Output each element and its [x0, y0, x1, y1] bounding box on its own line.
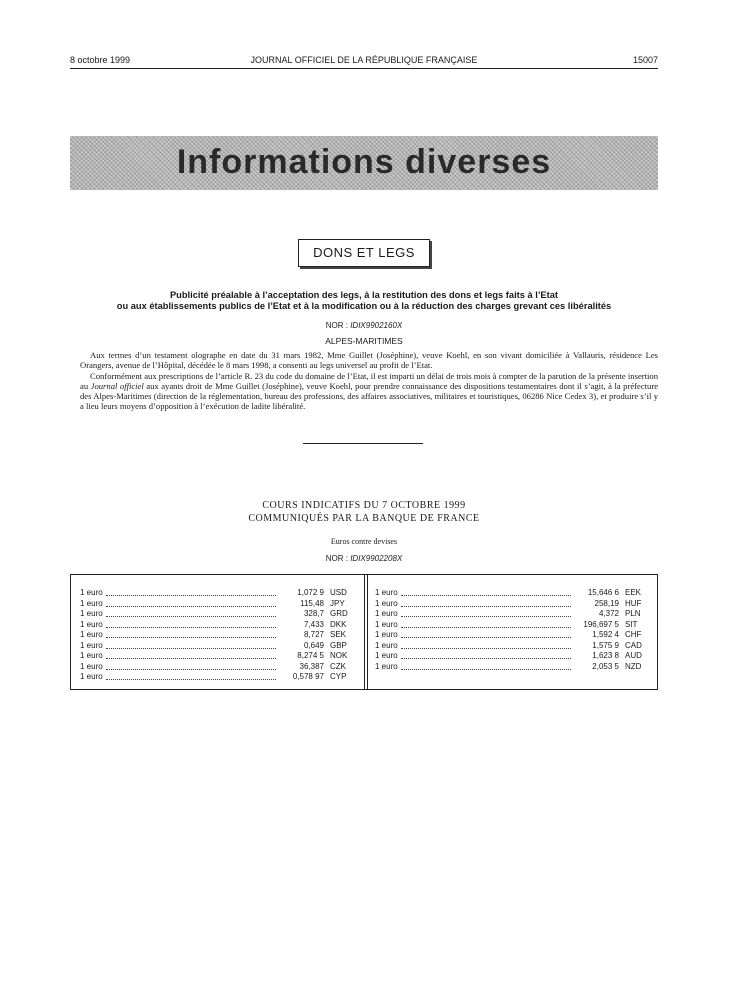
rate-value: 7,433 [303, 619, 324, 629]
currency-code: NOK [330, 651, 348, 660]
rate-value: 328,7 [303, 609, 324, 618]
nor-value: IDIX9902208X [350, 554, 403, 563]
rate-label: 1 euro [375, 588, 398, 597]
section-banner [70, 136, 658, 190]
nor-reference-1 [70, 321, 658, 330]
rate-label: 1 euro [80, 672, 103, 681]
rate-label: 1 euro [80, 630, 103, 639]
nor-value: IDIX9902160X [350, 321, 403, 330]
rate-label: 1 euro [80, 640, 103, 650]
publicite-title-line2: ou aux établissements publics de l’Etat et à la modification ou à la réduction des charges grevant ces libéralités [116, 300, 612, 311]
dot-leader [401, 616, 571, 617]
rate-value: 15,646 6 [587, 588, 619, 597]
rate-row [80, 609, 355, 620]
rate-row [80, 599, 355, 610]
paragraph-2-part-a: Conformément aux prescriptions de l’article R. 23 du code du domaine de l’Etat, il est imparti un délai de trois mois à compter de la parution de la présente insertion au [80, 370, 658, 391]
rate-row [80, 641, 355, 652]
rates-column-left [80, 588, 355, 683]
dot-leader [106, 616, 276, 617]
rate-value: 4,372 [598, 609, 619, 618]
publicite-title-line1: Publicité préalable à l’acceptation des legs, à la restitution des dons et legs faits à l’Etat [169, 290, 558, 300]
rate-label: 1 euro [375, 640, 398, 650]
rate-value: 1,592 4 [592, 630, 619, 639]
currency-code: SIT [625, 619, 638, 629]
header-rule [70, 68, 658, 69]
dot-leader [401, 658, 571, 659]
rate-label: 1 euro [375, 598, 398, 608]
dot-leader [106, 669, 276, 670]
rate-value: 1,575 9 [592, 640, 619, 650]
rate-label: 1 euro [375, 609, 398, 618]
currency-code: GBP [330, 640, 347, 650]
rate-value: 36,387 [299, 661, 324, 671]
dot-leader [106, 648, 276, 649]
dot-leader [106, 679, 276, 680]
rate-label: 1 euro [375, 651, 398, 660]
nor-label: NOR : [325, 554, 348, 563]
exchange-rates-table [70, 574, 658, 690]
section-separator [303, 443, 423, 444]
currency-code: CYP [330, 672, 347, 681]
rate-value: 1,623 8 [592, 651, 619, 660]
cours-title [70, 500, 658, 525]
currency-code: PLN [625, 609, 641, 618]
rate-row [375, 620, 651, 631]
column-divider [367, 575, 368, 689]
rate-row [375, 630, 651, 641]
rate-label: 1 euro [80, 661, 103, 671]
dot-leader [401, 669, 571, 670]
currency-code: USD [330, 588, 347, 597]
currency-code: AUD [625, 651, 642, 660]
rate-row [80, 672, 355, 683]
dot-leader [106, 595, 276, 596]
rate-label: 1 euro [375, 661, 398, 671]
dot-leader [106, 606, 276, 607]
legs-notice-body [80, 350, 658, 412]
currency-code: GRD [330, 609, 348, 618]
header-date: 8 octobre 1999 [70, 55, 131, 65]
region-heading: ALPES-MARITIMES [325, 336, 403, 346]
rate-value: 258,19 [594, 598, 619, 608]
page-number: 15007 [632, 55, 658, 65]
banner-title: Informations diverses [176, 143, 552, 181]
rate-label: 1 euro [80, 609, 103, 618]
rate-row [375, 588, 651, 599]
notice-paragraph-1: Aux termes d’un testament olographe en date du 31 mars 1982, Mme Guillet (Joséphine), veuve Koehl, en son vivant domiciliée à Vallauris, résidence Les Orangers, avenue de l’Hôpital, décédée le 8 mars 1998, a consenti au legs universel au profit de l’Etat. [80, 350, 658, 371]
rate-value: 0,649 [303, 640, 324, 650]
dot-leader [106, 627, 276, 628]
rate-row [80, 588, 355, 599]
cours-title-line2: COMMUNIQUÉS PAR LA BANQUE DE FRANCE [248, 512, 480, 524]
dot-leader [401, 606, 571, 607]
rate-row [375, 641, 651, 652]
rate-label: 1 euro [375, 619, 398, 629]
rate-row [375, 662, 651, 673]
journal-officiel-ref: Journal officiel [90, 380, 144, 391]
nor-label: NOR : [325, 321, 348, 330]
publicite-title [70, 290, 658, 311]
currency-code: CHF [625, 630, 642, 639]
page-header [70, 51, 658, 67]
rate-label: 1 euro [80, 651, 103, 660]
currency-code: NZD [625, 661, 642, 671]
nor-reference-2 [70, 554, 658, 563]
currency-code: DKK [330, 619, 347, 629]
rate-label: 1 euro [375, 630, 398, 639]
currency-code: EEK [625, 588, 642, 597]
rate-label: 1 euro [80, 598, 103, 608]
rate-value: 0,578 97 [292, 672, 324, 681]
rate-value: 196,697 5 [583, 619, 619, 629]
rates-column-right [375, 588, 651, 672]
rate-row [375, 609, 651, 620]
notice-paragraph-2 [80, 371, 658, 412]
currency-code: CZK [330, 661, 346, 671]
section-label-box: DONS ET LEGS [298, 239, 430, 267]
dot-leader [401, 627, 571, 628]
rate-row [80, 662, 355, 673]
rate-row [80, 630, 355, 641]
currency-code: HUF [625, 598, 642, 608]
dot-leader [401, 595, 571, 596]
rate-value: 2,053 5 [592, 661, 619, 671]
rate-label: 1 euro [80, 588, 103, 597]
column-divider [364, 575, 365, 689]
rate-label: 1 euro [80, 619, 103, 629]
rate-value: 8,274 5 [297, 651, 324, 660]
currency-code: JPY [330, 598, 345, 608]
journal-title: JOURNAL OFFICIEL DE LA RÉPUBLIQUE FRANÇAISE [250, 55, 478, 65]
cours-title-line1: COURS INDICATIFS DU 7 OCTOBRE 1999 [262, 500, 466, 511]
rate-row [80, 620, 355, 631]
cours-subtitle: Euros contre devises [330, 537, 398, 546]
rate-row [80, 651, 355, 662]
currency-code: SEK [330, 630, 347, 639]
dot-leader [401, 648, 571, 649]
currency-code: CAD [625, 640, 642, 650]
dot-leader [106, 658, 276, 659]
rate-value: 1,072 9 [297, 588, 324, 597]
rate-row [375, 599, 651, 610]
rate-value: 8,727 [303, 630, 324, 639]
dot-leader [401, 637, 571, 638]
rate-value: 115,48 [300, 598, 324, 608]
paragraph-2-part-b: aux ayants droit de Mme Guillet (Joséphine), veuve Koehl, pour prendre connaissance des dispositions testamentaires dont il s’agit, à la préfecture des Alpes-Maritimes (direction de la réglementation, bureau des professions, des affaires associatives, militaires et touristiques, 06286 Nice Cedex 3), et produire s’il y a lieu leurs moyens d’opposition à l’exécution de ladite libéralité. [80, 380, 659, 412]
dot-leader [106, 637, 276, 638]
rate-row [375, 651, 651, 662]
